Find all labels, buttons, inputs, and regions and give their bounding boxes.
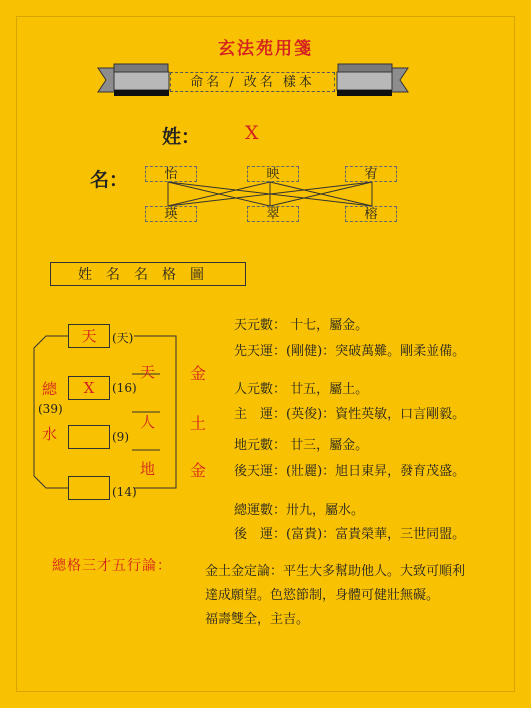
analysis-row-2 bbox=[234, 340, 465, 359]
grid-num-1: (天) bbox=[112, 331, 134, 345]
analysis-text: (壯麗)：旭日東昇，發育茂盛。 bbox=[286, 464, 466, 479]
analysis-label: 總運數： bbox=[234, 503, 287, 518]
conclusion-line-3: 福壽雙全，主吉。 bbox=[205, 612, 310, 627]
subtitle-box: 命名 / 改名 樣本 bbox=[170, 72, 335, 92]
grid-box-4 bbox=[68, 476, 110, 500]
talent-person: 人 bbox=[140, 413, 156, 431]
analysis-text: 廿五，屬土。 bbox=[290, 382, 369, 397]
name-char-bottom-2: 翠 bbox=[247, 206, 299, 222]
analysis-label: 後 運： bbox=[234, 527, 287, 542]
name-char-bottom-1: 瑛 bbox=[145, 206, 197, 222]
analysis-text: (剛健)：突破萬難。剛柔並備。 bbox=[286, 344, 466, 359]
talent-heaven: 天 bbox=[140, 363, 156, 381]
analysis-label: 人元數： bbox=[234, 382, 287, 397]
analysis-row-5 bbox=[234, 434, 368, 453]
conclusion-line-1: 金土金定論：平生大多幫助他人。大致可順利 bbox=[205, 564, 466, 579]
name-char-top-3: 宥 bbox=[345, 166, 397, 182]
grid-num-4: (14) bbox=[112, 485, 137, 499]
analysis-row-6 bbox=[234, 460, 465, 479]
grid-num-3: (9) bbox=[112, 430, 129, 444]
analysis-text: (富貴)：富貴榮華，三世同盟。 bbox=[286, 527, 466, 542]
surname-value: X bbox=[245, 122, 259, 144]
surname-label: 姓： bbox=[162, 126, 201, 148]
analysis-text: 廿三，屬金。 bbox=[290, 438, 369, 453]
talent-earth: 地 bbox=[140, 460, 156, 478]
grid-num-2: (16) bbox=[112, 381, 137, 395]
analysis-text: 卅九，屬水。 bbox=[286, 503, 365, 518]
page-title: 玄法苑用箋 bbox=[218, 39, 313, 59]
conclusion-line-2: 達成願望。色慾節制，身體可健壯無礙。 bbox=[205, 588, 440, 603]
analysis-label: 後天運： bbox=[234, 464, 287, 479]
analysis-row-8 bbox=[234, 523, 465, 542]
element-1: 金 bbox=[190, 364, 207, 383]
analysis-row-7 bbox=[234, 499, 364, 518]
name-char-top-1: 怡 bbox=[145, 166, 197, 182]
analysis-row-4 bbox=[234, 403, 465, 422]
analysis-text: 十七，屬金。 bbox=[290, 318, 369, 333]
name-label: 名： bbox=[90, 169, 129, 191]
total-label-bottom: 水 bbox=[42, 425, 58, 443]
name-char-top-2: 映 bbox=[247, 166, 299, 182]
grid-box-1: 天 bbox=[68, 324, 110, 348]
analysis-label: 先天運： bbox=[234, 344, 287, 359]
grid-title: 姓名名格圖 bbox=[50, 262, 246, 286]
name-char-bottom-3: 榕 bbox=[345, 206, 397, 222]
analysis-text: (英俊)：資性英敏，口言剛毅。 bbox=[286, 407, 466, 422]
analysis-row-1 bbox=[234, 314, 368, 333]
element-2: 土 bbox=[190, 414, 207, 433]
analysis-label: 地元數： bbox=[234, 438, 287, 453]
element-3: 金 bbox=[190, 461, 207, 480]
total-number: (39) bbox=[38, 402, 63, 416]
conclusion-label: 總格三才五行論： bbox=[52, 558, 172, 574]
analysis-label: 主 運： bbox=[234, 407, 287, 422]
total-label-top: 總 bbox=[42, 380, 58, 398]
grid-box-2: X bbox=[68, 376, 110, 400]
grid-box-3 bbox=[68, 425, 110, 449]
analysis-row-3 bbox=[234, 378, 368, 397]
analysis-label: 天元數： bbox=[234, 318, 287, 333]
